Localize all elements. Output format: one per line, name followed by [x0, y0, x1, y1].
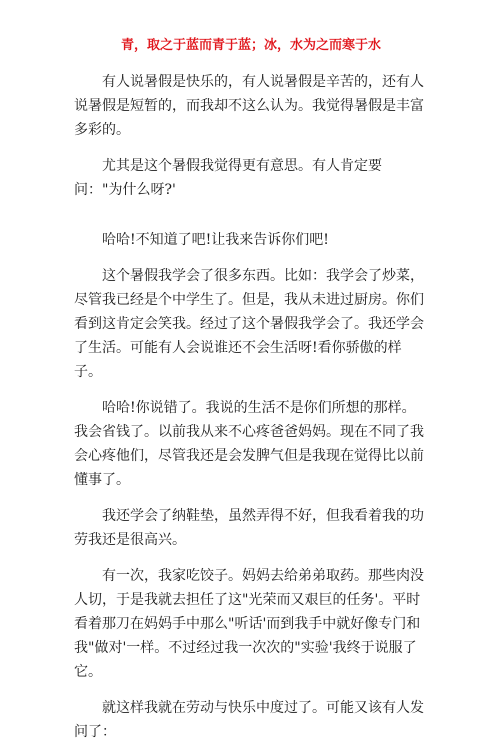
paragraph-5: 哈哈!你说错了。我说的生活不是你们所想的那样。我会省钱了。以前我从来不心疼爸爸妈妈。现在不同了我会心疼他们，尽管我还是会发脾气但是我现在觉得比以前懂事了。 — [74, 400, 424, 488]
paragraph-6: 我还学会了纳鞋垫，虽然弄得不好，但我看着我的功劳我还是很高兴。 — [74, 508, 424, 548]
paragraph-4: 这个暑假我学会了很多东西。比如：我学会了炒菜，尽管我已经是个中学生了。但是，我从未进过厨房。你们看到这肯定会笑我。经过了这个暑假我学会了。我还学会了生活。可能有人会说谁还不会生活呀!看你骄傲的样子。 — [74, 268, 424, 380]
paragraph-7: 有一次，我家吃饺子。妈妈去给弟弟取药。那些肉没人切，于是我就去担任了这"光荣而又艰巨的任务'。平时看着那刀在妈妈手中那么"听话'而到我手中就好像专门和我"做对'一样。不过经过我一次次的"实验'我终于说服了它。 — [74, 568, 424, 680]
paragraph-8: 就这样我就在劳动与快乐中度过了。可能又该有人发问了： — [74, 700, 424, 740]
paragraph-2: 尤其是这个暑假我觉得更有意思。有人肯定要问："为什么呀?' — [74, 158, 382, 198]
paragraph-1: 有人说暑假是快乐的，有人说暑假是辛苦的，还有人说暑假是短暂的，而我却不这么认为。我觉得暑假是丰富多彩的。 — [74, 74, 424, 138]
document-title: 青，取之于蓝而青于蓝；冰，水为之而寒于水 — [120, 38, 381, 53]
paragraph-3: 哈哈!不知道了吧!让我来告诉你们吧! — [102, 232, 329, 248]
